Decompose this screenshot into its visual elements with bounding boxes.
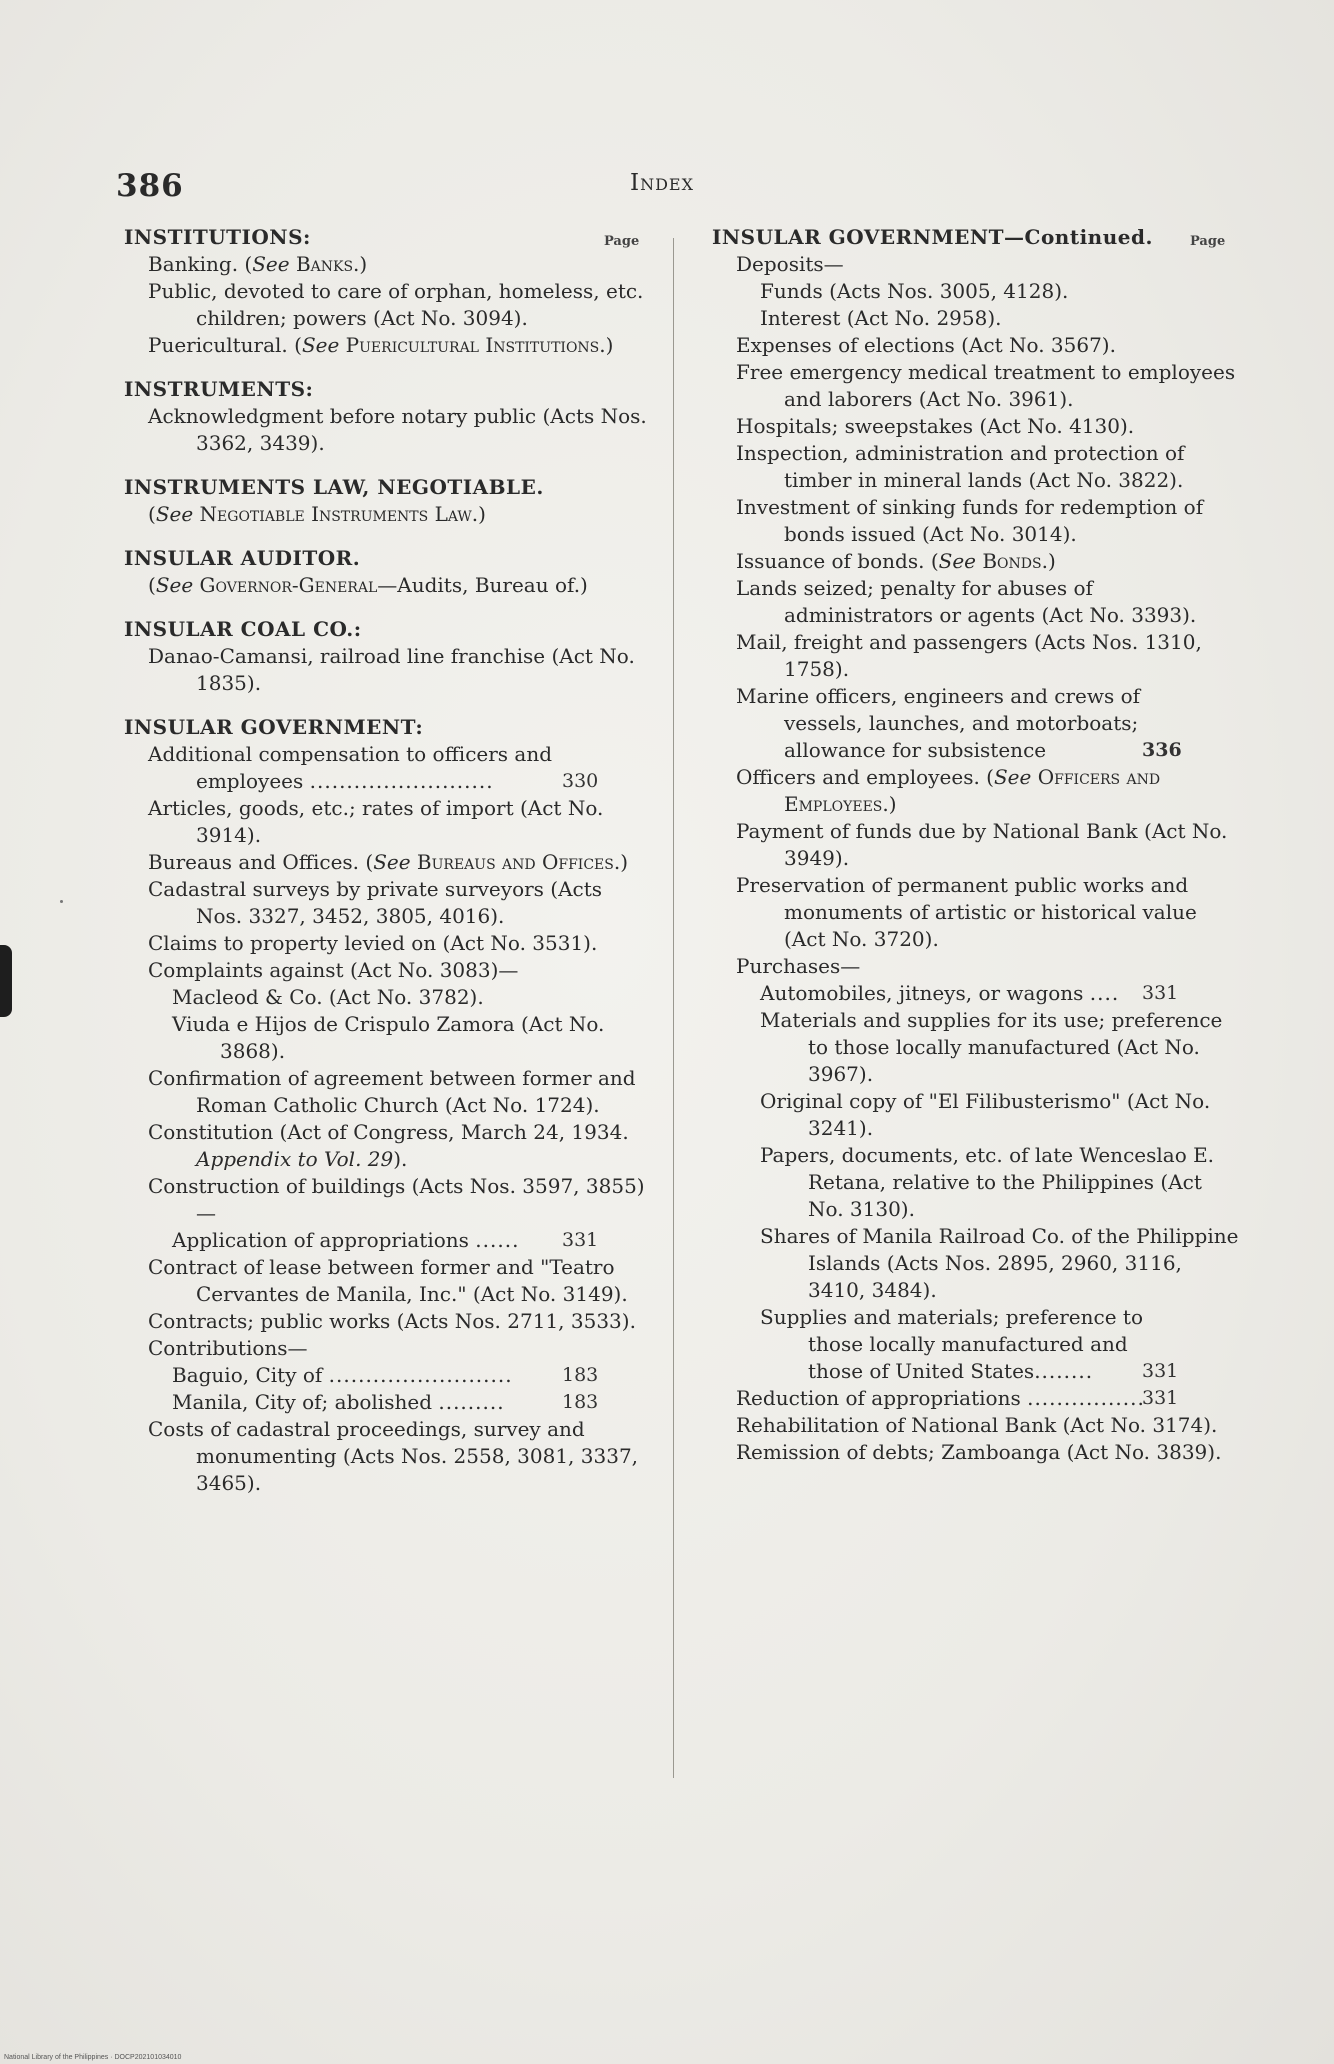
- index-entry: Payment of funds due by National Bank (Act No. 3949).: [736, 819, 1228, 870]
- index-entry: Complaints against (Act No. 3083)—: [148, 958, 519, 982]
- index-entry: Automobiles, jitneys, or wagons .... 331: [760, 981, 1179, 1005]
- index-entry: Confirmation of agreement between former and Roman Catholic Church (Act No. 1724).: [148, 1066, 636, 1117]
- index-entry: Application of appropriations ...... 331: [172, 1228, 599, 1252]
- index-column-left: [124, 224, 654, 1497]
- index-entry: Supplies and materials; preference to those locally manufactured and those of United States........ 331: [760, 1305, 1179, 1383]
- index-entry: Interest (Act No. 2958).: [760, 306, 1002, 330]
- index-entry: Viuda e Hijos de Crispulo Zamora (Act No. 3868).: [172, 1012, 605, 1063]
- index-entry: Mail, freight and passengers (Acts Nos. 1310, 1758).: [736, 630, 1202, 681]
- index-entry: Cadastral surveys by private surveyors (Acts Nos. 3327, 3452, 3805, 4016).: [148, 877, 603, 928]
- index-entry: Shares of Manila Railroad Co. of the Philippine Islands (Acts Nos. 2895, 2960, 3116, 3410, 3484).: [760, 1224, 1239, 1302]
- index-entry: Preservation of permanent public works and monuments of artistic or historical value (Act No. 3720).: [736, 873, 1197, 951]
- heading-insular-auditor: INSULAR AUDITOR.: [124, 546, 361, 570]
- index-entry: Contributions—: [148, 1336, 308, 1360]
- column-divider: [673, 238, 674, 1778]
- heading-institutions: INSTITUTIONS:: [124, 225, 311, 249]
- index-entry: Free emergency medical treatment to employees and laborers (Act No. 3961).: [736, 360, 1236, 411]
- index-entry: Papers, documents, etc. of late Wenceslao E. Retana, relative to the Philippines (Act No. 3130).: [760, 1143, 1215, 1221]
- page-number: 386: [116, 168, 184, 204]
- page-column-label-left: Page: [604, 234, 640, 249]
- heading-insular-government-continued: INSULAR GOVERNMENT—Continued.: [712, 225, 1153, 249]
- index-entry: Additional compensation to officers and employees ......................... 330: [148, 742, 599, 793]
- index-entry: Investment of sinking funds for redemption of bonds issued (Act No. 3014).: [736, 495, 1204, 546]
- running-head: Index: [630, 170, 694, 196]
- index-entry: Lands seized; penalty for abuses of administrators or agents (Act No. 3393).: [736, 576, 1197, 627]
- index-entry: Purchases—: [736, 954, 861, 978]
- index-entry: Materials and supplies for its use; preference to those locally manufactured (Act No. 3967).: [760, 1008, 1223, 1086]
- index-entry: Contract of lease between former and "Teatro Cervantes de Manila, Inc." (Act No. 3149).: [148, 1255, 628, 1306]
- index-entry: (See Negotiable Instruments Law.): [148, 502, 486, 526]
- scan-speck: [60, 900, 63, 903]
- index-entry: Original copy of "El Filibusterismo" (Act No. 3241).: [760, 1089, 1211, 1140]
- index-entry: Deposits—: [736, 252, 844, 276]
- index-entry: Constitution (Act of Congress, March 24, 1934. Appendix to Vol. 29).: [148, 1120, 629, 1171]
- index-entry: Funds (Acts Nos. 3005, 4128).: [760, 279, 1069, 303]
- heading-instruments: INSTRUMENTS:: [124, 377, 314, 401]
- index-entry: Baguio, City of ......................... 183: [172, 1363, 599, 1387]
- index-entry: Puericultural. (See Puericultural Institutions.): [148, 333, 614, 357]
- heading-insular-government: INSULAR GOVERNMENT:: [124, 715, 424, 739]
- index-entry: Danao-Camansi, railroad line franchise (Act No. 1835).: [148, 644, 635, 695]
- heading-instruments-law: INSTRUMENTS LAW, NEGOTIABLE.: [124, 475, 544, 499]
- index-entry: Claims to property levied on (Act No. 3531).: [148, 931, 598, 955]
- scan-credit: National Library of the Philippines · DOCP202101034010: [4, 2054, 182, 2061]
- index-entry: Reduction of appropriations ................ 331: [736, 1386, 1179, 1410]
- index-entry: Manila, City of; abolished ......... 183: [172, 1390, 599, 1414]
- index-entry: Marine officers, engineers and crews of vessels, launches, and motorboats; allowance for subsistence 336: [736, 684, 1182, 762]
- index-entry: Bureaus and Offices. (See Bureaus and Offices.): [148, 850, 629, 874]
- index-entry: Acknowledgment before notary public (Acts Nos. 3362, 3439).: [148, 404, 647, 455]
- index-entry: Public, devoted to care of orphan, homeless, etc. children; powers (Act No. 3094).: [148, 279, 644, 330]
- index-entry: Macleod & Co. (Act No. 3782).: [172, 985, 484, 1009]
- index-entry: Issuance of bonds. (See Bonds.): [736, 549, 1056, 573]
- page-column-label-right: Page: [1190, 234, 1226, 249]
- index-entry: Expenses of elections (Act No. 3567).: [736, 333, 1116, 357]
- heading-insular-coal: INSULAR COAL CO.:: [124, 617, 362, 641]
- scan-margin-mark: [0, 945, 12, 1017]
- index-entry: Officers and employees. (See Officers and Employees.): [736, 765, 1161, 816]
- index-entry: (See Governor-General—Audits, Bureau of.): [148, 573, 588, 597]
- index-column-right: [712, 224, 1242, 1466]
- index-entry: Contracts; public works (Acts Nos. 2711, 3533).: [148, 1309, 636, 1333]
- index-entry: Articles, goods, etc.; rates of import (Act No. 3914).: [148, 796, 604, 847]
- index-entry: Hospitals; sweepstakes (Act No. 4130).: [736, 414, 1135, 438]
- index-entry: Banking. (See Banks.): [148, 252, 368, 276]
- index-entry: Remission of debts; Zamboanga (Act No. 3839).: [736, 1440, 1222, 1464]
- index-entry: Inspection, administration and protection of timber in mineral lands (Act No. 3822).: [736, 441, 1185, 492]
- index-entry: Construction of buildings (Acts Nos. 3597, 3855)—: [148, 1174, 645, 1225]
- index-entry: Costs of cadastral proceedings, survey and monumenting (Acts Nos. 2558, 3081, 3337, 3465).: [148, 1417, 639, 1495]
- index-entry: Rehabilitation of National Bank (Act No. 3174).: [736, 1413, 1218, 1437]
